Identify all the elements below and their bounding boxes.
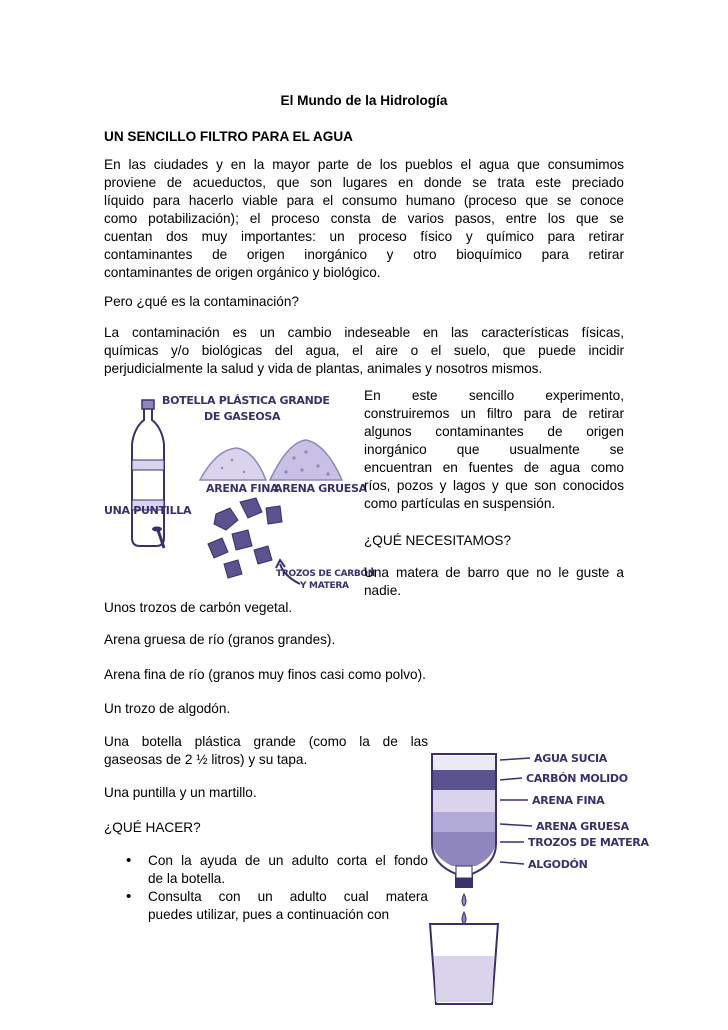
label-coarse-sand: ARENA GRUESA — [274, 482, 367, 495]
experiment-line: construiremos un filtro para de retirar — [364, 406, 624, 421]
glass-drawing — [430, 924, 498, 1004]
label-fine-sand: ARENA FINA — [206, 482, 279, 495]
intro-line: como potabilización); el proceso consta de varios pasos, entre los que se — [104, 211, 624, 226]
experiment-line: encuentran en fuentes de agua como — [364, 460, 624, 475]
definition-line: La contaminación es un cambio indeseable en las características físicas, — [104, 325, 624, 340]
coarse-sand-pile — [270, 440, 342, 480]
matera-paragraph — [364, 564, 624, 600]
matera-line: Una matera de barro que no le guste a — [364, 565, 624, 580]
page-header: El Mundo de la Hidrología — [280, 93, 448, 108]
intro-line: En las ciudades y en la mayor parte de los pueblos el agua que consumimos — [104, 157, 624, 172]
list-item: Una puntilla y un martillo. — [104, 785, 257, 800]
experiment-line: En este sencillo experimento, — [364, 388, 624, 403]
list-item: Unos trozos de carbón vegetal. — [104, 600, 293, 615]
experiment-line: ríos, pozos y lagos y que son conocidos — [364, 478, 624, 493]
bottle-paragraph — [104, 733, 428, 769]
experiment-line: algunos contaminantes de origen — [364, 424, 624, 439]
layer-dirty-water — [433, 756, 495, 770]
needs-heading: ¿QUÉ NECESITAMOS? — [364, 533, 512, 548]
intro-line: líquido para hacerlo viable para el consumo humano (proceso que se conoce — [104, 193, 624, 208]
label-cotton: ALGODÓN — [528, 858, 588, 871]
list-item: Arena gruesa de río (granos grandes). — [104, 632, 336, 647]
layer-cotton — [456, 866, 472, 878]
label-coarse-sand: ARENA GRUESA — [536, 820, 629, 833]
list-item: Un trozo de algodón. — [104, 701, 231, 716]
label-ground-charcoal: CARBÓN MOLIDO — [526, 772, 628, 785]
experiment-paragraph — [364, 387, 624, 513]
label-nail: UNA PUNTILLA — [104, 504, 192, 517]
intro-paragraph — [104, 156, 624, 282]
label-charcoal: TROZOS DE CARBÓN — [276, 569, 376, 579]
inverted-bottle-drawing — [432, 754, 496, 888]
step-item — [104, 852, 428, 888]
definition-paragraph — [104, 324, 624, 378]
list-item: Arena fina de río (granos muy finos casi como polvo). — [104, 667, 426, 682]
materials-illustration — [104, 388, 376, 600]
intro-line: contaminantes de origen inorgánico y otro bioquímico para retirar — [104, 247, 624, 262]
experiment-line: como partículas en suspensión. — [364, 496, 556, 511]
intro-line: cuentan dos muy importantes: un proceso físico y químico para retirar — [104, 229, 624, 244]
layer-charcoal — [433, 770, 495, 790]
bottle-drawing — [132, 400, 164, 546]
filter-illustration — [424, 734, 649, 1014]
step-line: • Con la ayuda de un adulto corta el fondo — [148, 853, 428, 868]
label-bottle-2: DE GASEOSA — [204, 410, 281, 423]
step-item — [104, 888, 428, 924]
matera-line: nadie. — [364, 583, 402, 598]
steps-list — [104, 852, 428, 924]
charcoal-pieces — [208, 498, 282, 578]
layer-fine-sand — [433, 790, 495, 812]
step-line: de la botella. — [148, 871, 226, 886]
bottle-line: gaseosas de 2 ½ litros) y su tapa. — [104, 752, 308, 767]
section-title: UN SENCILLO FILTRO PARA EL AGUA — [104, 129, 353, 144]
intro-line: proviene de acueductos, que son lugares en donde se trata este preciado — [104, 175, 624, 190]
label-charcoal-2: Y MATERA — [300, 581, 349, 591]
label-fine-sand: ARENA FINA — [532, 794, 605, 807]
step-line: puedes utilizar, pues a continuación con — [148, 907, 390, 922]
experiment-line: inorgánico que usualmente se — [364, 442, 624, 457]
intro-line: contaminantes de origen orgánico y biológico. — [104, 265, 381, 280]
label-pot-pieces: TROZOS DE MATERA — [528, 836, 649, 849]
howto-heading: ¿QUÉ HACER? — [104, 820, 201, 835]
bottle-line: Una botella plástica grande (como la de las — [104, 734, 428, 749]
step-line: • Consulta con un adulto cual matera — [148, 889, 428, 904]
label-dirty-water: AGUA SUCIA — [534, 752, 608, 765]
definition-line: perjudicialmente la salud y vida de plantas, animales y nosotros mismos. — [104, 361, 543, 376]
definition-line: químicas y/o biológicas del agua, el aire o el suelo, que puede incidir — [104, 343, 624, 358]
question-line: Pero ¿qué es la contaminación? — [104, 294, 299, 309]
label-bottle: BOTELLA PLÁSTICA GRANDE — [162, 394, 330, 407]
fine-sand-pile — [200, 448, 266, 480]
water-drops — [462, 894, 466, 924]
layer-coarse-sand — [433, 812, 495, 832]
